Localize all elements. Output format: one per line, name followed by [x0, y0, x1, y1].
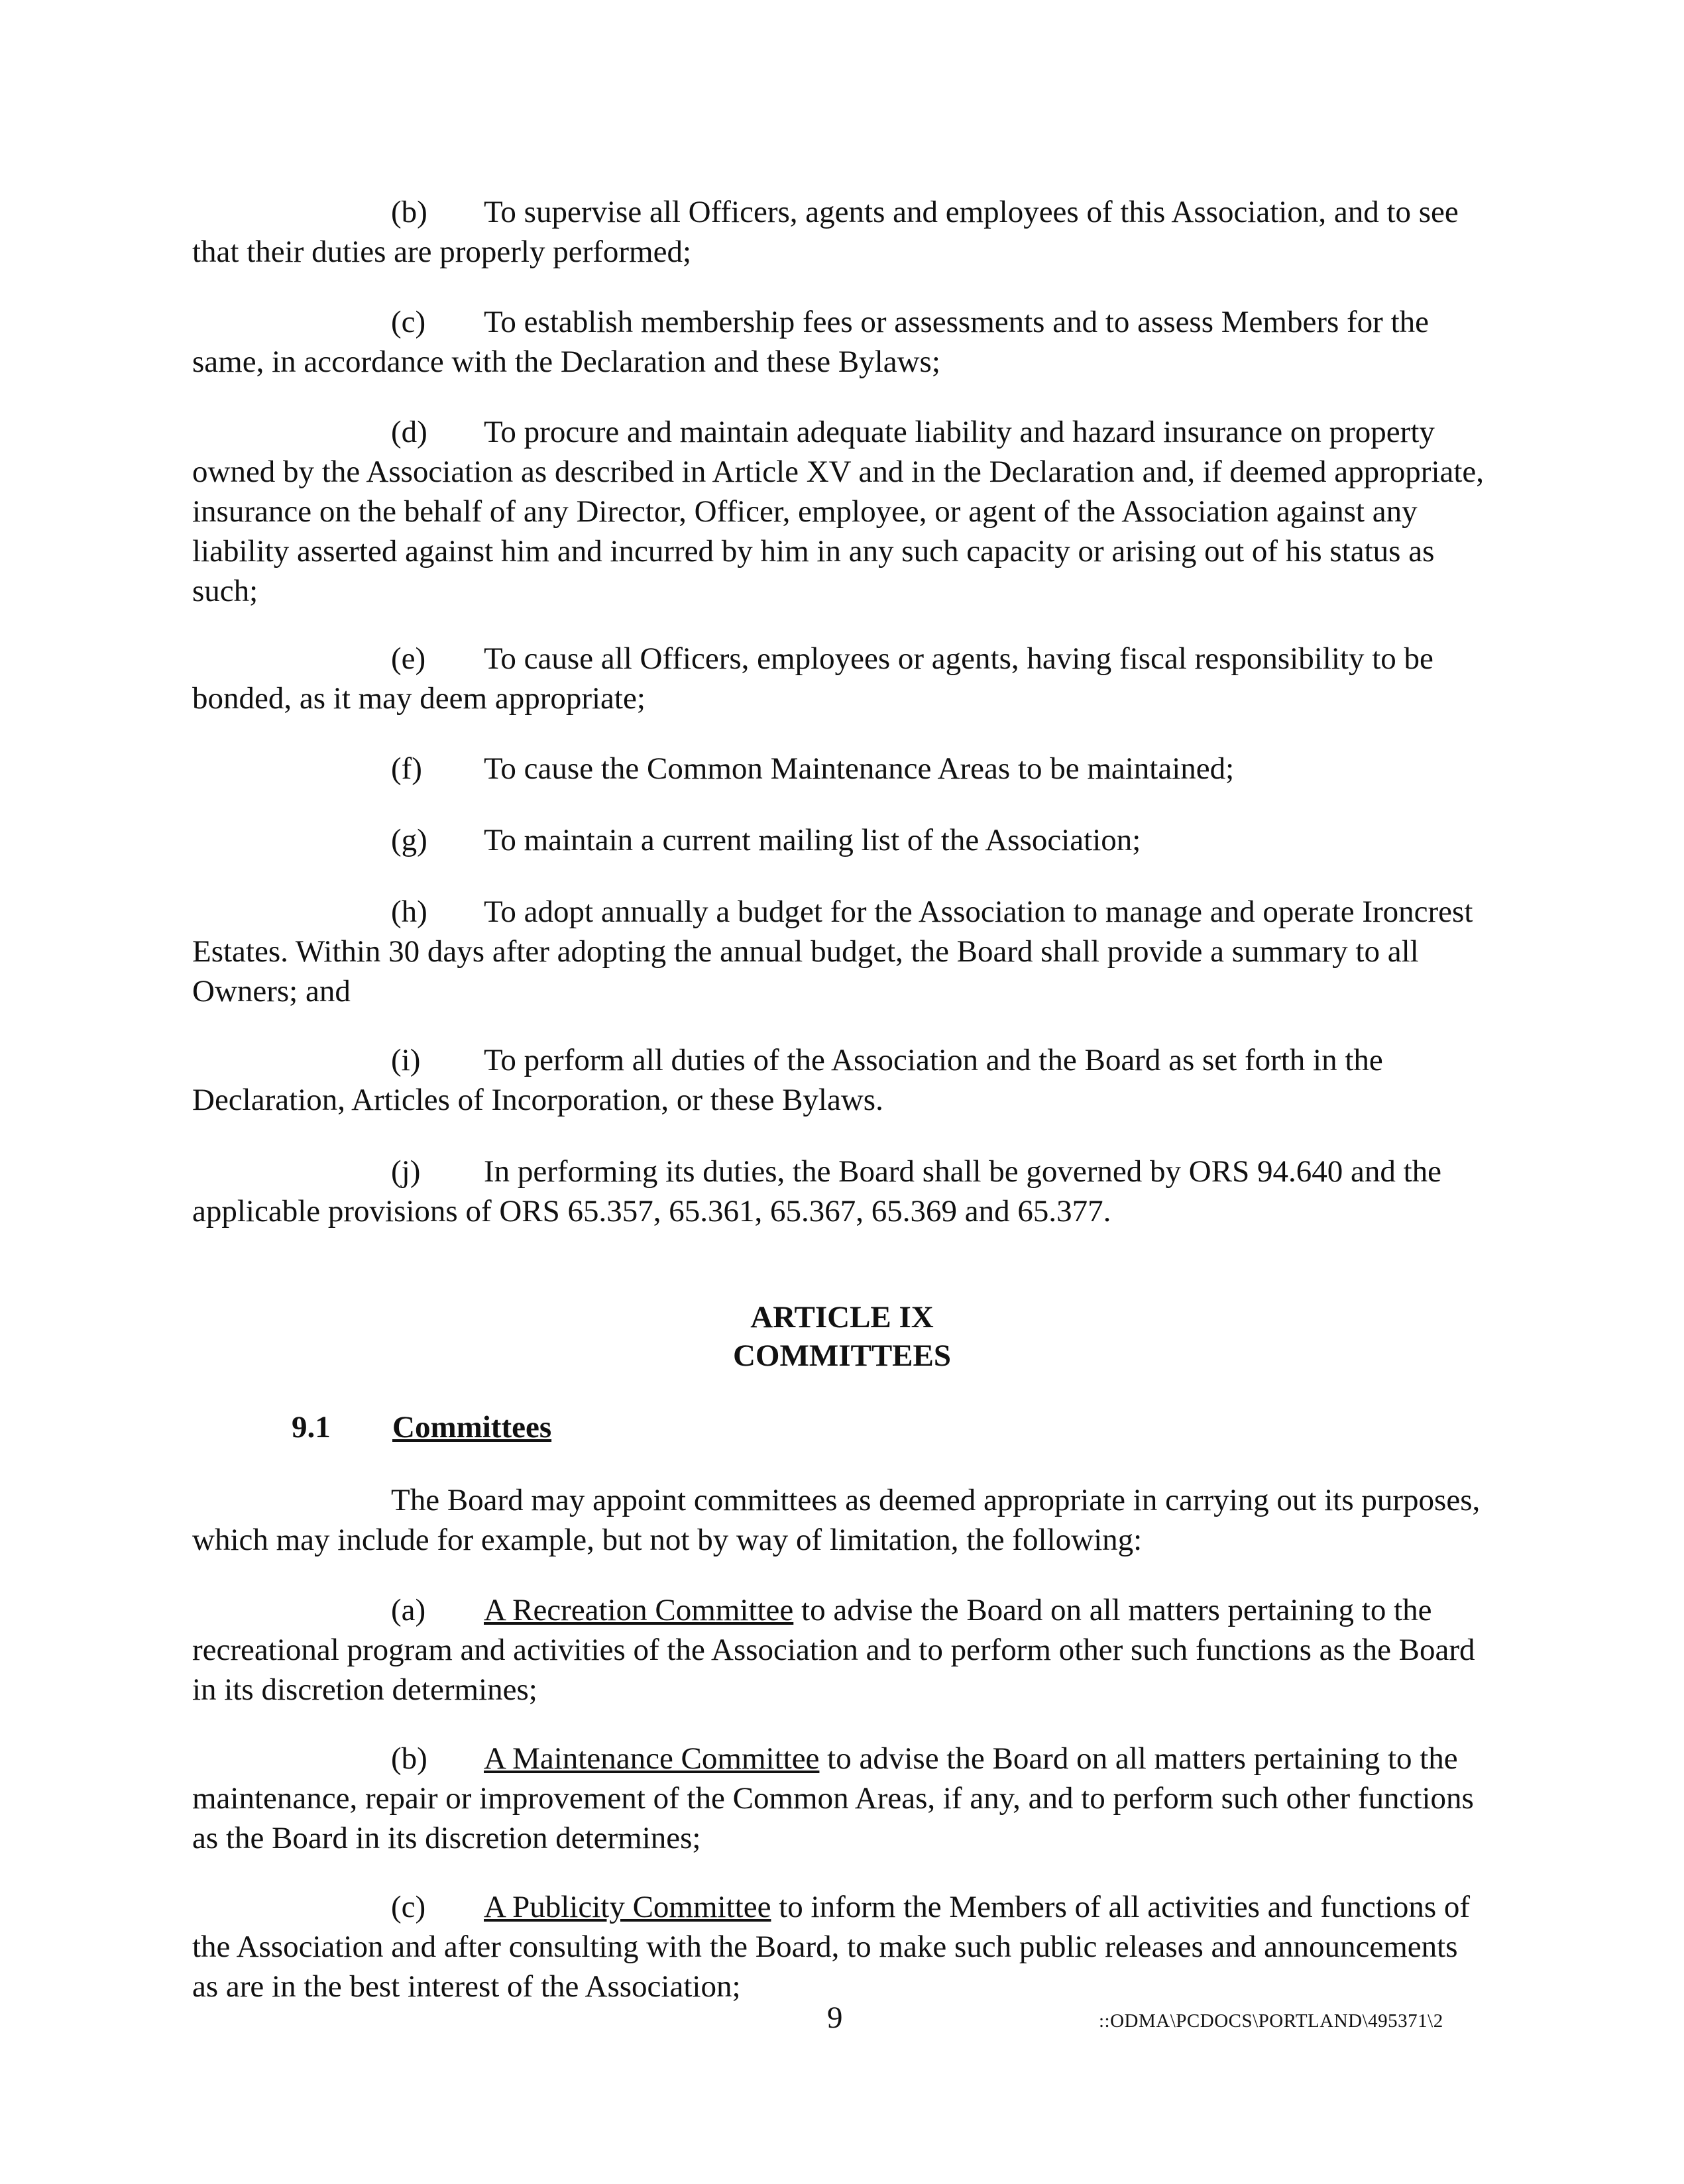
- page-number: 9: [827, 2000, 843, 2035]
- article-title: COMMITTEES: [732, 1338, 952, 1373]
- article-number: ARTICLE IX: [750, 1300, 934, 1335]
- duty-text: To cause all Officers, employees or agents, having fiscal responsibility to be bonded, as it may deem appropriate;: [192, 641, 1433, 716]
- committee-label: (a): [391, 1593, 426, 1627]
- duty-label: (d): [391, 415, 427, 449]
- duty-label: (b): [391, 195, 427, 229]
- duty-text: To establish membership fees or assessments and to assess Members for the same, in accordance with the Declaration and these Bylaws;: [192, 305, 1429, 379]
- committee-maintenance: [192, 1739, 1491, 1858]
- duty-label: (j): [391, 1154, 421, 1189]
- duty-text: In performing its duties, the Board shall be governed by ORS 94.640 and the applicable provisions of ORS 65.357, 65.361, 65.367, 65.369 and 65.377.: [192, 1154, 1441, 1228]
- duty-text: To maintain a current mailing list of the Association;: [484, 823, 1141, 857]
- section-title: Committees: [392, 1410, 552, 1445]
- committee-label: (c): [391, 1890, 426, 1924]
- committee-text: to inform the Members of all activities and functions of the Association and after consulting with the Board, to make such public releases and announcements as are in the best interest of the Association;: [192, 1890, 1471, 2004]
- duty-j: [192, 1152, 1491, 1231]
- duty-text: To adopt annually a budget for the Association to manage and operate Ironcrest Estates. Within 30 days after adopting the annual budget, the Board shall provide a summary to all Owners; and: [192, 895, 1473, 1009]
- duty-label: (i): [391, 1043, 421, 1077]
- duty-text: To perform all duties of the Association and the Board as set forth in the Declaration, Articles of Incorporation, or these Bylaws.: [192, 1043, 1383, 1117]
- duty-text: To cause the Common Maintenance Areas to be maintained;: [484, 751, 1235, 786]
- duty-label: (h): [391, 895, 427, 929]
- committee-name: A Recreation Committee: [484, 1593, 794, 1627]
- duty-b: [192, 192, 1491, 272]
- committee-publicity: [192, 1887, 1491, 2006]
- duty-f: [192, 749, 1491, 789]
- duty-label: (f): [391, 751, 422, 786]
- duty-label: (c): [391, 305, 426, 339]
- committee-name: A Publicity Committee: [484, 1890, 771, 1924]
- duty-label: (e): [391, 641, 426, 676]
- committee-label: (b): [391, 1741, 427, 1776]
- duty-c: [192, 302, 1491, 382]
- committee-name: A Maintenance Committee: [484, 1741, 820, 1776]
- committees-intro: The Board may appoint committees as deemed appropriate in carrying out its purposes, which may include for example, but not by way of limitation, the following:: [192, 1483, 1481, 1557]
- committee-recreation: [192, 1590, 1491, 1710]
- section-heading: [292, 1407, 551, 1447]
- committee-text: to advise the Board on all matters pertaining to the recreational program and activities of the Association and to perform other such functions as the Board in its discretion determines;: [192, 1593, 1475, 1707]
- duty-label: (g): [391, 823, 427, 857]
- duty-d: [192, 412, 1491, 611]
- duty-h: [192, 892, 1491, 1011]
- duty-text: To procure and maintain adequate liability and hazard insurance on property owned by the Association as described in Article XV and in the Declaration and, if deemed appropriate, insurance on the behalf of any Director, Officer, employee, or agent of the Association against any liability asserted against him and incurred by him in any such capacity or arising out of his status as such;: [192, 415, 1485, 608]
- committee-text: to advise the Board on all matters pertaining to the maintenance, repair or improvement of the Common Areas, if any, and to perform such other functions as the Board in its discretion determines;: [192, 1741, 1474, 1855]
- section-number: 9.1: [292, 1410, 331, 1445]
- duty-e: [192, 639, 1491, 718]
- duty-g: [192, 820, 1491, 860]
- duty-text: To supervise all Officers, agents and employees of this Association, and to see that their duties are properly performed;: [192, 195, 1459, 269]
- document-id: ::ODMA\PCDOCS\PORTLAND\495371\2: [1099, 2010, 1443, 2032]
- duty-i: [192, 1040, 1491, 1120]
